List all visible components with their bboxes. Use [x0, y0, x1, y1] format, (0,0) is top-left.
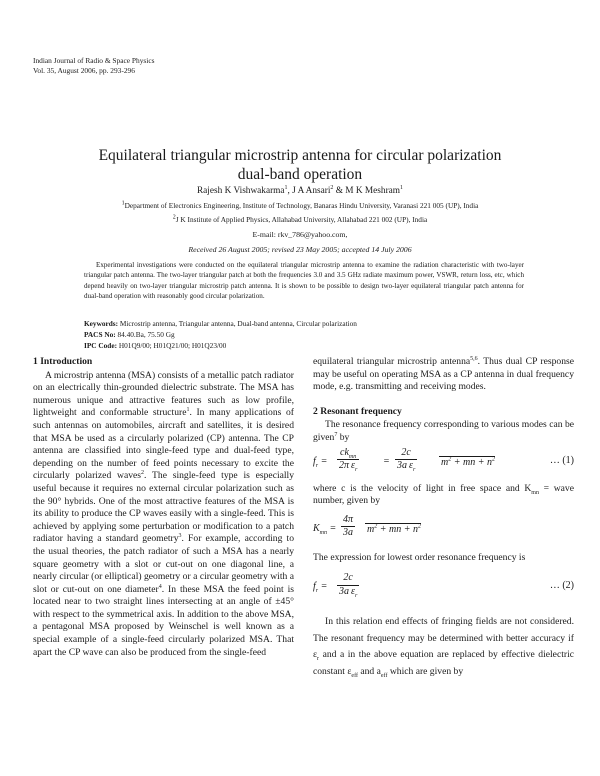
author-2: , J A Ansari — [287, 186, 331, 196]
intro-text-c: . The single-feed type is especially useful because it requires no external circular polarization such as the 90° hybrids. One of the most attractive features of the MSA is its ability to produce the CP waves easily with a single-feed. This is achieved by applying some perturbation or modification to a patch radiator having a standard geometry — [33, 470, 295, 545]
eq2-frac: 2c 3a $\varepsilon_r$ — [339, 572, 358, 599]
fringing-paragraph — [313, 614, 574, 680]
ref-5-6: 5,6 — [470, 355, 478, 362]
eqk-root: $m^2$ + mn + $n^2$ — [367, 523, 421, 535]
wave-number-paragraph — [313, 483, 574, 508]
ref-1: 1 — [186, 407, 190, 414]
eq2-lhs: $f_r$ = — [313, 581, 328, 595]
eqk-frac: $\frac{4\pi}{3a}$ — [343, 513, 354, 539]
ipc-value: H01Q9/00; H01Q21/00; H01Q23/00 — [117, 341, 227, 350]
keywords-value: Microstrip antenna, Triangular antenna, Dual-band antenna, Circular polarization — [118, 319, 357, 328]
keywords-label: Keywords: — [84, 319, 119, 328]
lowest-order-paragraph: The expression for lowest order resonance frequency is — [313, 551, 526, 563]
title-line-2: dual-band operation — [237, 166, 363, 183]
intro-continuation — [313, 356, 574, 394]
author-3: & M K Meshram — [333, 186, 401, 196]
resonance-text-a: The resonance frequency corresponding to various modes can be given — [313, 419, 574, 443]
ipc-code — [84, 341, 524, 351]
received-dates: Received 26 August 2005; revised 23 May 2005; accepted 14 July 2006 — [188, 245, 412, 254]
paper-title — [90, 146, 510, 184]
intro-text-e: . In these MSA the feed point is located near to two straight lines intersecting at an angle of ±45° with respect to the symmetrical axis. In addition to the above MSA, a pentagonal MSA proposed by Weinschel is well known as a special example of a single-feed circularly polarized MSA. That apart the CP wave can also be produced from the single-feed — [33, 583, 294, 658]
wave-text-a: where c is the velocity of light in free space and K — [313, 482, 532, 494]
introduction-paragraph — [33, 370, 294, 660]
author-1-affil: 1 — [284, 184, 288, 191]
journal-name: Indian Journal of Radio & Space Physics — [33, 56, 155, 65]
intro-text-d: . For example, according to the usual theories, the patch radiator of such a MSA has a nearly square geometry with a slot or cut-out on one diagonal line, a nearly circular (or elliptical) geometry or a circular geometry with a slot or cut-out on one diameter — [33, 533, 294, 595]
journal-volume: Vol. 35, August 2006, pp. 293-296 — [33, 66, 135, 75]
section-heading-resonant-frequency: 2 Resonant frequency — [313, 405, 402, 417]
eq1-root: $m^2$ + mn + $n^2$ — [441, 456, 495, 468]
ref-7: 7 — [334, 431, 338, 438]
equation-1 — [313, 445, 574, 483]
ref-4: 4 — [158, 583, 162, 590]
affil-2-mark: 2 — [172, 214, 176, 221]
resonance-paragraph — [313, 419, 574, 444]
intro-text-a: A microstrip antenna (MSA) consists of a metallic patch radiator on an electrically thin-grounded dielectric substrate. The MSA has numerous unique and attractive features such as low profile, lightweight and conformable structure — [33, 369, 294, 419]
affiliation-1-text: Department of Electronics Engineering, Institute of Technology, Banaras Hindu University, Varanasi 221 005 (UP), India — [124, 201, 479, 210]
pacs-value: 84.40.Ba, 75.50 Gg — [115, 330, 175, 339]
cont-text-b: . Thus dual CP response may be useful on operating MSA as a CP antenna in dual frequency mode, e.g. transmitting and receiving modes. — [313, 356, 574, 393]
author-1: Rajesh K Vishwakarma — [196, 186, 285, 196]
fringing-text-b: and a in the above equation are replaced by effective dielectric constant ε — [313, 649, 574, 677]
eq1-lhs: $f_r$ = — [313, 455, 328, 469]
fringing-sub-eff-2: eff — [380, 672, 388, 679]
author-3-affil: 1 — [400, 184, 404, 191]
wave-text-b: = wave number, given by — [313, 482, 574, 507]
cont-text-a: equilateral triangular microstrip antenna — [313, 356, 471, 367]
fringing-text-d: which are given by — [387, 665, 464, 677]
keywords — [84, 319, 524, 329]
left-column — [33, 356, 294, 659]
author-email: E-mail: rkv_786@yahoo.com, — [252, 230, 348, 239]
title-line-1: Equilateral triangular microstrip antenna for circular polarization — [98, 147, 502, 164]
affiliation-2 — [0, 215, 600, 224]
abstract: Experimental investigations were conducted on the equilateral triangular microstrip antenna to examine the radiation characteristic with two-layer triangular patch antenna. The two-layer triangular patch at both the frequencies 3.0 and 3.5 GHz radiate maximum power, VSWR, return loss, etc, which depend heavily on two-layer triangular microstrip patch antenna. It is shown to be possible to design two-layer equilateral triangular patch antenna for dual-band operation with reasonably good circular polarization. — [84, 261, 524, 301]
eq1-equals: = — [383, 455, 390, 467]
eqk-lhs: $K_{mn}$ = — [313, 522, 337, 536]
author-2-affil: 2 — [330, 184, 334, 191]
pacs-number — [84, 330, 524, 340]
fringing-sub-r: r — [317, 656, 320, 663]
eq1-frac-2: 2c 3a $\varepsilon_r$ — [397, 446, 416, 474]
eq1-frac-1: $ck_{mn}$ 2π $\varepsilon_r$ — [339, 446, 358, 474]
right-column — [313, 356, 574, 680]
journal-header — [33, 56, 155, 76]
wave-sub: mn — [531, 489, 539, 496]
equation-wave-number — [313, 508, 574, 552]
author-list — [0, 186, 600, 196]
equation-1-number: … (1) — [549, 454, 574, 466]
ref-3: 3 — [178, 533, 182, 540]
pacs-label: PACS No: — [84, 330, 116, 339]
fringing-sub-eff: eff — [351, 672, 358, 679]
affiliation-1 — [0, 201, 600, 210]
section-heading-introduction: 1 Introduction — [33, 356, 93, 367]
fringing-text-a: In this relation end effects of fringing fields are not considered. The resonant frequency may be determined with better accuracy if ε — [313, 616, 574, 661]
equation-2-number: … (2) — [549, 580, 574, 592]
equation-2 — [313, 570, 574, 614]
affiliation-2-text: J K Institute of Applied Physics, Allahabad University, Allahabad 221 002 (UP), India — [175, 215, 428, 224]
ref-2: 2 — [141, 470, 145, 477]
resonance-text-b: by — [337, 431, 350, 443]
ipc-label: IPC Code: — [84, 341, 118, 350]
intro-text-b: . In many applications of such antennas on automobiles, aircraft and satellites, it is desired that MSA be used as a circularly polarized (CP) antenna. The CP antenna are classified into single-feed type and dual-feed type, depending on the number of feed points necessary to excite the circularly polarized waves — [33, 407, 294, 482]
affil-1-mark: 1 — [121, 200, 125, 207]
fringing-text-c: and a — [357, 665, 381, 677]
